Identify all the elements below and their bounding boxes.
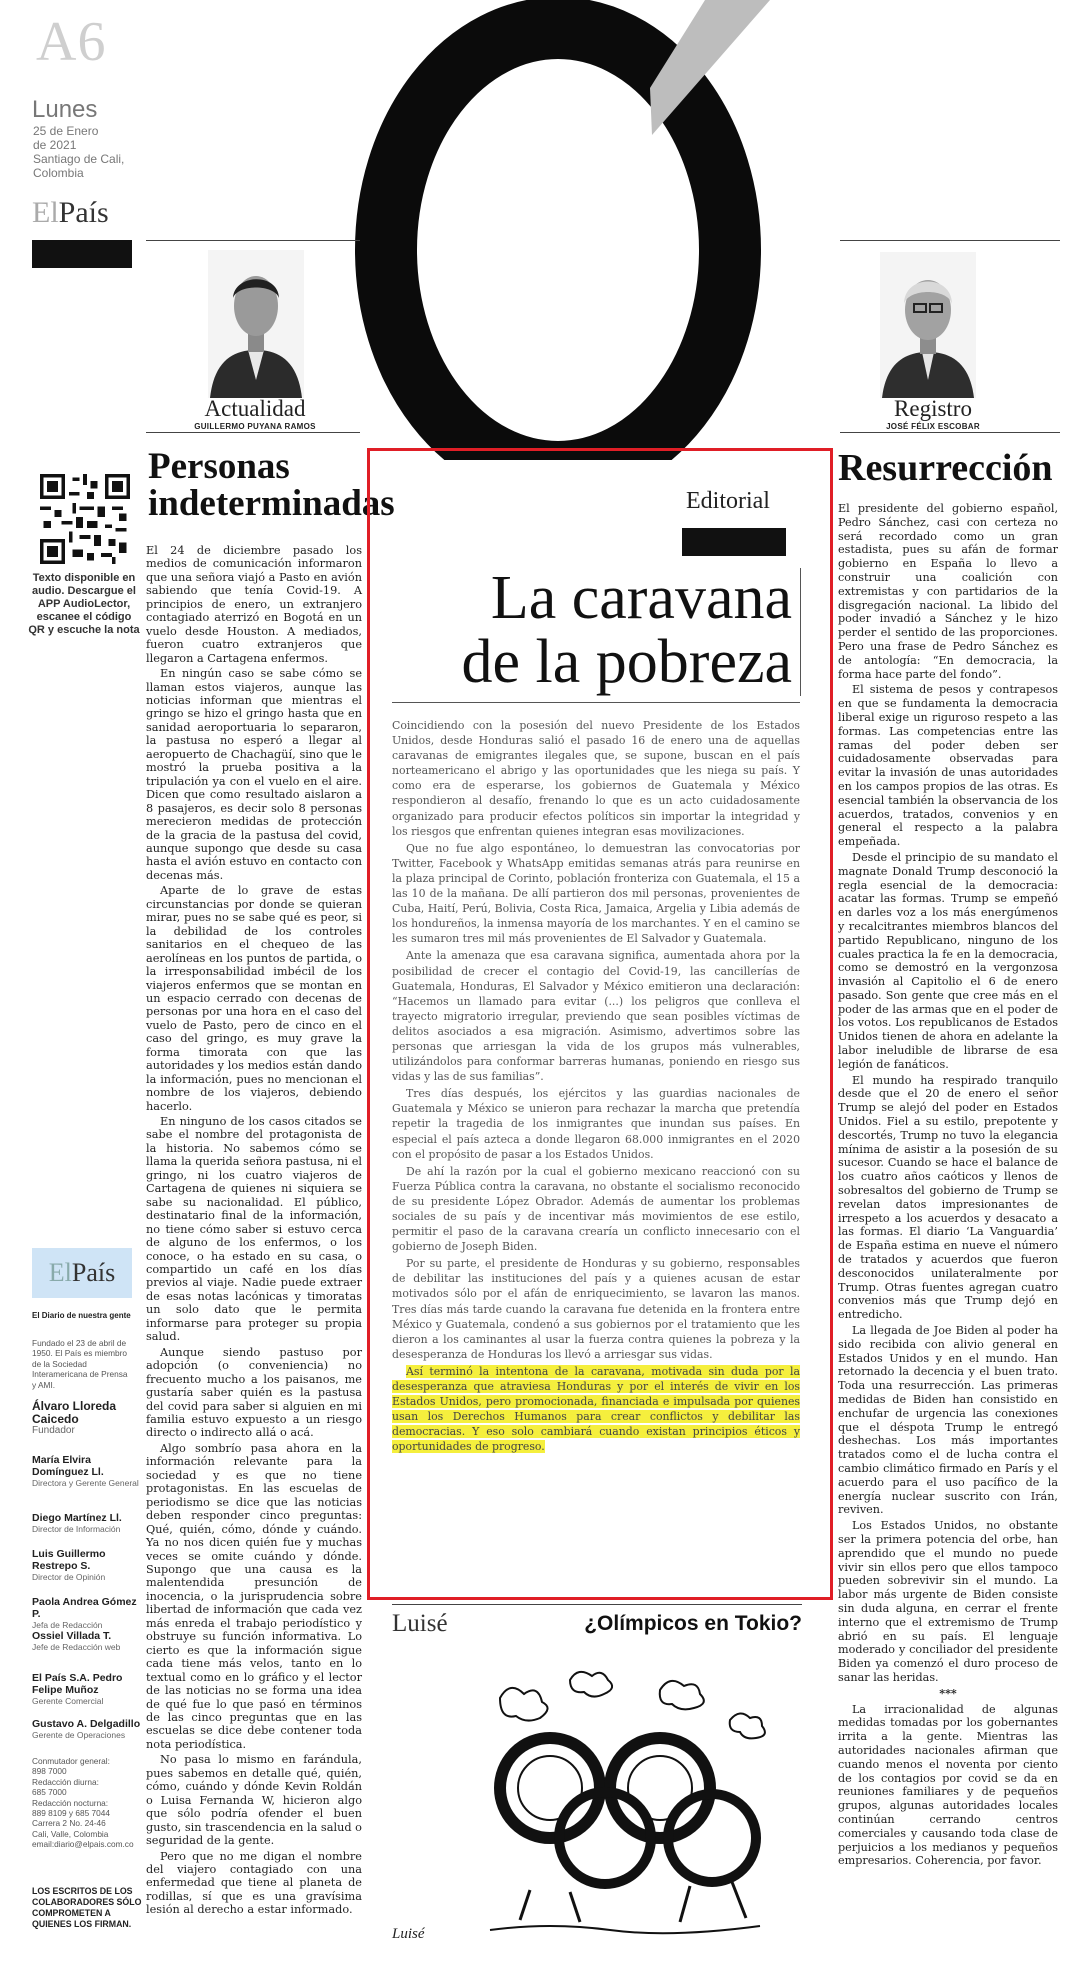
leg-4 [732, 1882, 746, 1918]
page-number: A6 [36, 11, 107, 73]
sidebar-contact: Conmutador general: 898 7000 Redacción diurna: 685 7000 Redacción nocturna: 889 8109 y 685 7044 Carrera 2 No. 24-46 Cali, Valle, Colombia email:diario@elpais.com.co [32, 1756, 144, 1850]
puff-2 [570, 1672, 612, 1697]
left-article-paragraph: En ninguno de los casos citados se sabe el nombre del protagonista de la historia. No sabemos cómo se llama la querida señora pastusa, ni el gringo, ni los cuatro viajeros de Cartagena de quienes ni siquiera se sabe su nacionalidad. El público, destinatario final de la información, no tiene cómo saber si estuvo cerca de alguno de los enfermos, o los conoce, o ha estado en su casa, o compartido un café en los días previos al viaje. Nadie puede extraer de esas notas lacónicas y timoratas un solo dato que le permita informarse para proteger su propia salud. [146, 1115, 362, 1344]
right-article-title: Resurrección [838, 447, 1053, 489]
right-article-paragraph: La llegada de Joe Biden al poder ha sido recibida con alivio general en Estados Unidos y en el mundo. Han retornado la decencia y el buen trato. Toda una resurrección. Las primeras medidas de Biden han consistido en enchufar de urgencia las conexiones que el déspota Trump le entregó deshechas. Los más importantes tratados como el de lucha contra el cambio climático firmado en París y el acuerdo para el uso pacífico de la energía nuclear suscrito con Irán, reviven. [838, 1324, 1058, 1517]
cartoon-signature: Luisé [392, 1926, 425, 1942]
right-article-paragraph: El mundo ha respirado tranquilo desde que el 20 de enero el señor Trump se alejó del poder en Estados Unidos. Fiel a su estilo, prepotente y descortés, Trump no tuvo la elegancia mínima de asistir a la posesión de su sucesor. Cuando se hace el balance de los cuatro años caóticos y llenos de sobresaltos del gobierno de Trump se revelan datos impresionantes de irrespeto a los acuerdos y desacato a las formas. El diario ‘La Vanguardia’ de España estima en nueve el número de tratados y acuerdos que fueron desconocidos unilateralmente por Trump. Otras fuentes agregan cuatro convenios más que Trump dejó en entredicho. [838, 1073, 1058, 1322]
editorial-title-rule-right [800, 568, 801, 696]
sidebar-staff-4: Ossiel Villada T. Jefe de Redacción web [32, 1630, 121, 1652]
editorial-paragraph: Ante la amenaza que esa caravana significa, aumentada ahora por la posibilidad de crecer el contagio del Covid-19, las cancillerías de Guatemala, Honduras, El Salvador y México emitieron una declaración: “Hacemos un llamado para evitar (...) los peligros que conlleva el trayecto migratorio irregular, previendo que sean posibles víctimas de delitos asociados a esa migración. Asimismo, advertimos sobre las personas que arriesgan la vida de los grupos más vulnerables, utilizándolos para conformar barreras humanas, poniendo en riesgo sus vidas y las de sus familias”. [392, 949, 800, 1084]
author-left-name: GUILLERMO PUYANA RAMOS [194, 422, 316, 431]
day-name: Lunes [32, 96, 98, 123]
right-article-paragraph: Los Estados Unidos, no obstante ser la primera potencia del orbe, han aprendido que el mundo no puede vivir sin ellos pero que ellos tampoco pueden sobrevivir sin el mundo. La labor más urgente de Biden consiste sin duda alguna, en cerrar el frente interno que el extremismo de Trump abrió en su país. El lenguaje moderado y conciliador del presidente Biden ya comenzó el duro proceso de sanar las heridas. [838, 1519, 1058, 1684]
ring-1 [500, 1738, 600, 1838]
left-article-paragraph: No pasa lo mismo en farándula, pues sabemos en detalle qué, quién, cómo, cuándo y dónde Kevin Roldán o Luisa Fernanda W, hicieron algo que sólo podría ofender el buen gusto, sin trascendencia en la salud o seguridad de la gente. [146, 1753, 362, 1848]
editorial-paragraph: Que no fue algo espontáneo, lo demuestran las convocatorias por Twitter, Facebook y WhatsApp emitidas semanas atrás para reunirse en la plaza principal de Corinto, población fronteriza con Guatemala, el 15 a las 10 de la mañana. De allí partieron dos mil personas, provenientes de Cuba, Haití, Perú, Bolivia, Costa Rica, Jamaica, Argelia y Libia además de los hondureños, la inmensa mayoría de los marchantes. Y en el camino se les sumaron tres mil más provenientes de El Salvador y Guatemala. [392, 841, 800, 946]
editorial-paragraph: Coincidiendo con la posesión del nuevo Presidente de los Estados Unidos, desde Honduras salió el pasado 16 de enero una de aquellas caravanas de emigrantes ilegales que, se supone, buscan en el país norteamericano el abrigo y las oportunidades que les niega su país. Y como era de esperarse, los gobiernos de Guatemala y México respondieron al desafío, frenando lo que es un acto cuidadosamente organizado para producir efectos políticos sin importar la integridad y los riesgos que enfrentan quienes integran esas movilizaciones. [392, 719, 800, 838]
qr-code-image[interactable] [40, 474, 130, 564]
sidebar-disclaimer: LOS ESCRITOS DE LOS COLABORADORES SÓLO COMPROMETEN A QUIENES LOS FIRMAN. [32, 1886, 142, 1929]
rule-right-bottom [840, 432, 1060, 433]
editorial-paragraph: Por su parte, el presidente de Honduras y su gobierno, responsables de debilitar las instituciones del país y a quienes acusan de estar motivados sólo por el afán de enriquecimiento, se lavaron las manos. Tres días más tarde cuando la caravana fue detenida en la frontera entre México y Guatemala, condenó a sus gobiernos por el tratamiento que les dieron a los caminantes al usar la fuerza contra quienes la pobreza y la desesperanza de Honduras los llevó a arriesgar sus vidas. [392, 1257, 800, 1361]
puff-4 [730, 1713, 765, 1738]
author-right-name: JOSÉ FÉLIX ESCOBAR [886, 422, 980, 431]
ground-scribble [490, 1926, 760, 1933]
sidebar-brand-logo: ElPaís [48, 1258, 116, 1287]
author-photo-left [208, 250, 304, 398]
sidebar-staff-6: Gustavo A. Delgadillo Gerente de Operaciones [32, 1718, 141, 1740]
sidebar-founder: Álvaro Lloreda Caicedo Fundador [32, 1399, 117, 1436]
left-article-paragraph: El 24 de diciembre pasado los medios de comunicación informaron que una señora viajó a Pasto en avión sabiendo que tenía Covid-19. A principios de enero, un extranjero contagiado aterrizó en Bogotá en un vuelo desde Houston. A mediados, fueron cuatro extranjeros que llegaron a Cartagena enfermos. [146, 544, 362, 665]
rule-right [840, 240, 1060, 241]
puff-3 [660, 1681, 704, 1709]
leg-1 [520, 1890, 530, 1920]
brand-logo: ElPaís [32, 196, 109, 229]
editorial-title: La caravana de la pobreza [461, 564, 792, 696]
leg-2 [570, 1892, 580, 1922]
left-article-paragraph: Algo sombrío pasa ahora en la información relevante para la sociedad y es que no tiene protagonistas. En las escuelas de periodismo se dice que las noticias deben responder cinco preguntas: Qué, quién, cómo, dónde y cuándo. Ya no nos dicen quién fue y muchas veces se omite cuándo y dónde. Supongo que una causa es la malentendida presunción de inocencia, o la jurisprudencia sobre libertad de información que cada vez más enreda el trabajo periodístico y obstruye su función informativa. Lo cierto es que la información sigue cada tiene más velos, tanto en lo textual como en lo gráfico y el lector de las noticias no se forma una idea de qué fue lo que pasó en términos de las cinco preguntas que en las escuelas se dice debe contener toda nota periodística. [146, 1441, 362, 1751]
sidebar-tagline: El Diario de nuestra gente [32, 1311, 131, 1320]
rule-left-bottom [146, 432, 360, 433]
left-article-title: Personas indeterminadas [148, 446, 395, 524]
sidebar-brand-box [32, 1248, 132, 1298]
right-article-paragraph: El sistema de pesos y contrapesos en que se fundamenta la democracia liberal exige un riguroso respeto a las formas. Las competencias entre las ramas del poder deben ser cuidadosamente observadas para evitar la invasión de unas autoridades en los campos propios de las otras. Es esencial también la observancia de los acuerdos, tratados, convenios y en general el respecto a la palabra empeñada. [838, 683, 1058, 849]
author-photo-right [880, 252, 976, 398]
right-article-paragraph: El presidente del gobierno español, Pedro Sánchez, casi con certeza no será recordado como un gran estadista, pues su afán de formar gobierno en España lo llevo a construir una coalición con extremistas y con partidarios de la disgregación nacional. La libido del poder invadió a Sánchez y le hizo perder el sentido de las proporciones. Pero una frase de Pedro Sánchez es de antología: “En democracia, la forma hace parte del fondo”. [838, 502, 1058, 681]
sidebar-founded: Fundado el 23 de abril de 1950. El País es miembro de la Sociedad Interamericana de Prensa y AMI. [32, 1338, 128, 1390]
author-left-section: Actualidad [204, 396, 306, 421]
right-article-closing: La irracionalidad de algunas medidas tomadas por los gobernantes irrita a la gente. Mientras las autoridades nacionales afirman que cuando menos el noventa por ciento de los contagios por covid se da en reuniones familiares y de pequeños grupos, algunas autoridades locales continúan cerrando centros comerciales y causando toda clase de perjuicios a los medianos y pequeños empresarios. Coherencia, por favor. [838, 1702, 1058, 1868]
editorial-body [392, 718, 800, 1457]
editorial-paragraph: Tres días después, los ejércitos y las guardias nacionales de Guatemala y México se unieron para rechazar la marcha que pretendía repetir la tragedia de los inmigrantes que inundan sus países. En especial el país azteca a donde llegaron 68.000 inmigrantes en el 2020 con el propósito de pasar a los Estados Unidos. [392, 1087, 800, 1161]
dateline: 25 de Enero de 2021 Santiago de Cali, Colombia [33, 124, 125, 180]
cartoon-olympic-rings-drawing [470, 1660, 790, 1960]
editorial-highlighted-paragraph: Así terminó la intentona de la caravana, motivada sin duda por la desesperanza que atraviesa Honduras y por el interés de vivir en los Estados Unidos, pero promocionada, financiada e impulsada por quienes usan los Derechos Humanos para crear conflictos y debilitar las democracias. Y eso solo cambiará cuando existan principios éticos y oportunidades de progreso. [392, 1364, 800, 1454]
qr-caption: Texto disponible en audio. Descargue el APP AudioLector, escanee el código QR y escuche la nota [28, 572, 140, 636]
sidebar-staff-5: El País S.A. Pedro Felipe Muñoz Gerente Comercial [32, 1672, 123, 1706]
right-article-paragraph: Desde el principio de su mandato el magnate Donald Trump desconoció la regla esencial de la democracia: acatar las formas. Trump se empeñó en darles voz a los más energúmenos y recalcitrantes miembros blancos del partido Republicano, ninguno de los cuales practica la fe en la democracia, como se demostró en la vergonzosa invasión al Capitolio el 6 de enero pasado. Son gente que cree más en el poder de las armas que en el poder de los votos. Los republicanos de Estados Unidos tienen de ahora en adelante la labor ineludible de librarse de esa legión de fanáticos. [838, 850, 1058, 1071]
left-article-paragraph: En ningún caso se sabe cómo se llaman estos viajeros, aunque las noticias informan que mientras el gringo se hizo el gringo hasta que en sanidad aeroportuaria lo separaron, la pastusa no esperó a llegar al aeropuerto de Chachagüí, sino que le mostró la prueba positiva a la tripulación ya con el vuelo en el aire. Dicen que como resultado aislaron a 8 pasajeros, es decir solo 8 personas merecieron medidas de protección de la gracia de la pastusa del covid, aunque supongo que desde su casa hasta el avión estuvo en contacto con decenas más. [146, 667, 362, 882]
author-right-section: Registro [894, 396, 972, 421]
ornament-letter-o-graphic [350, 0, 790, 460]
brand-bar [32, 240, 132, 268]
sidebar-staff-3: Paola Andrea Gómez P. Jefa de Redacción [32, 1596, 137, 1630]
puff-1 [500, 1688, 548, 1721]
sidebar-email-link[interactable]: email:diario@elpais.com.co [32, 1839, 134, 1850]
rule-left [146, 240, 360, 241]
editorial-label: Editorial [686, 488, 770, 514]
right-article-body [838, 502, 1058, 1870]
right-article-separator: *** [939, 1685, 957, 1700]
ring-2 [610, 1738, 710, 1838]
editorial-title-rule-bottom [392, 702, 800, 703]
editorial-paragraph: De ahí la razón por la cual el gobierno mexicano reaccionó con su Fuerza Pública contra la caravana, no obstante el socialismo reconocido de su presidente López Obrador. Además de aumentar los problemas sociales de su país y de incentivar más movimientos de ese estilo, permitir el paso de la caravana crearía un conflicto innecesario con el gobierno de Joseph Biden. [392, 1164, 800, 1254]
sidebar-staff-2: Luis Guillermo Restrepo S. Director de Opinión [32, 1548, 106, 1582]
left-article-paragraph: Aunque siendo pastuso por adopción (o conveniencia) no frecuento mucho a los paisanos, me gustaría saber quién es la pastusa del covid para saber si alguien en mi familia estuvo expuesto a un riesgo directo o indirecto allá o acá. [146, 1345, 362, 1440]
left-article-body [146, 544, 362, 1919]
sidebar-staff-0: María Elvira Domínguez Ll. Directora y Gerente General [32, 1454, 139, 1488]
sidebar-staff-1: Diego Martínez Ll. Director de Información [32, 1512, 122, 1534]
cartoon-top-rule [392, 1604, 802, 1605]
left-article-paragraph: Pero que no me digan el nombre del viajero contagiado con una enfermedad que tiene al planeta de rodillas, sí que es una gravísima lesión al derecho a estar informado. [146, 1849, 362, 1917]
left-article-paragraph: Aparte de lo grave de estas circunstancias por donde se quieran mirar, pues no se sabe qué es peor, si la debilidad de los controles sanitarios en el chequeo de las aerolíneas en los puntos de partida, o la irresponsabilidad imbécil de los viajeros enfermos que se montan en un espacio cerrado con decenas de personas por una hora en el caso del vuelo de Pasto, pero de cinco en el caso del gringo, es muy grave la forma timorata con que las autoridades y los medios están dando la información, pues no mencionan el nombre de los viajeros, debiendo hacerlo. [146, 884, 362, 1113]
editorial-label-bar [682, 528, 786, 556]
leg-3 [680, 1886, 690, 1922]
cartoon-author: Luisé [392, 1610, 448, 1637]
cartoon-title: ¿Olímpicos en Tokio? [584, 1612, 802, 1635]
